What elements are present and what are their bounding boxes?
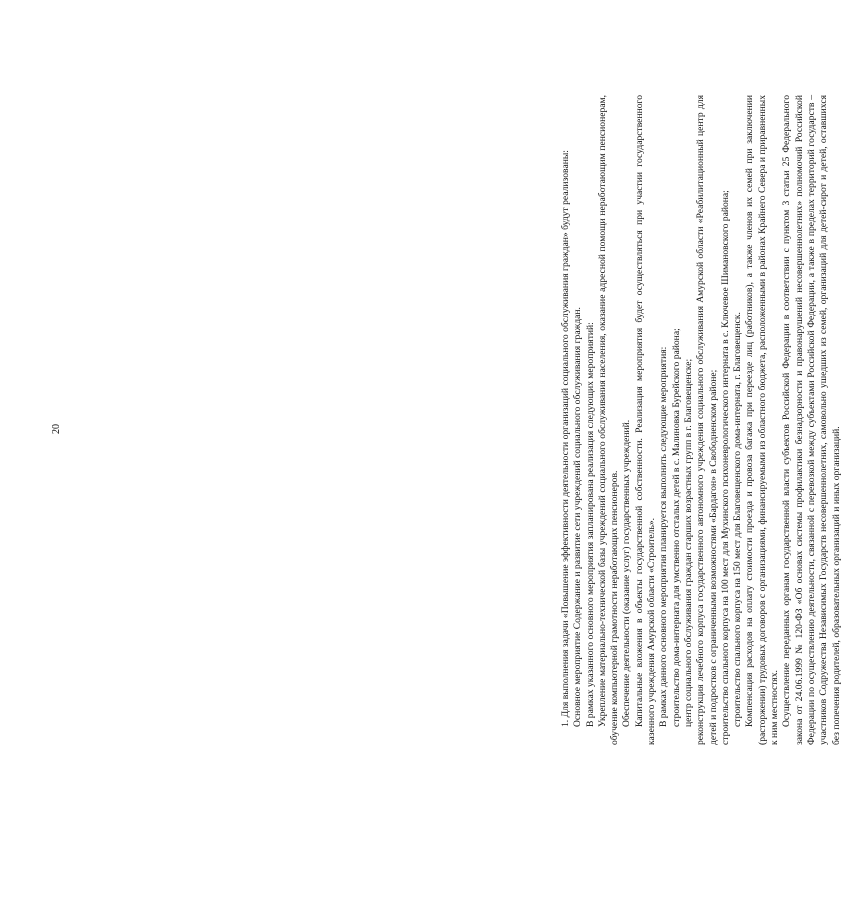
paragraph-mukhinsky: строительство спального корпуса на 100 мест для Мухинского психоневрологического интерната в с. Ключевое Шимановского района;	[719, 190, 731, 745]
paragraph-blagoveshchensk: строительство спального корпуса на 150 мест для Благовещенского дома-интерната, г. Благовещенск.	[732, 312, 744, 727]
paragraph-provision-services: Обеспечение деятельности (оказание услуг) государственных учреждений.	[621, 419, 633, 727]
paragraph-planned-activities: В рамках указанного основного мероприятия запланирована реализация следующих мероприятий:	[584, 322, 596, 727]
paragraph-capital-investments: Капитальные вложения в объекты государственной собственности. Реализация мероприятия будет осуществляться при участии государственного казенного учреждения Амурской области «Строитель».	[633, 95, 658, 745]
document-body	[560, 95, 843, 745]
paragraph-transferred-powers: Осуществление переданных органам государственной власти субъектов Российской Федерации в соответствии с пунктом 3 статьи 25 Федерального закона от 24.06.1999 № 120-ФЗ «Об основах системы профилактики безнадзорности и правонарушений несовершеннолетних» полномочий Российской Федерации по осуществлению деятельности, связанной с перевозкой между субъектами Российской Федерации, а также в пределах территорий государств – участников Содружества Независимых Государств несовершеннолетних, самовольно ушедших из семей, организаций для детей-сирот и детей, оставшихся без попечения родителей, образовательных организаций и иных организаций.	[781, 95, 842, 745]
paragraph-reconstruction: реконструкция лечебного корпуса государственного автономного учреждения социального обслуживания Амурской области «Реабилитационный центр для детей и подростков с ограниченными возможностями «Бардагон» в Свободненском районе;	[695, 95, 719, 745]
paragraph-main-activity: Основное мероприятие Содержание и развитие сети учреждений социального обслуживания граждан.	[572, 307, 584, 727]
paragraph-within-activity: В рамках данного основного мероприятия планируется выполнить следующие мероприятия:	[658, 346, 670, 727]
paragraph-malinovka: строительство дома-интерната для умственно отсталых детей в с. Малиновка Бурейского района;	[670, 328, 682, 727]
paragraph-compensation: Компенсация расходов на оплату стоимости проезда и провоза багажа при переезде лиц (работников), а также членов их семей при заключении (расторжении) трудовых договоров с организациями, финансируемыми из областного бюджета, расположенными в районах Крайнего Севера и приравненных к ним местностях.	[744, 95, 781, 745]
paragraph-social-center: центр социального обслуживания граждан старших возрастных групп в г. Благовещенске;	[682, 358, 694, 727]
paragraph-material-base: Укрепление материально-технической базы учреждений социального обслуживания населения, оказание адресной помощи неработающим пенсионерам, обучение компьютерной грамотности неработающих пенсионеров.	[596, 95, 621, 745]
page-number: 20	[51, 424, 62, 434]
paragraph-task-1: 1. Для выполнения задачи «Повышение эффективности деятельности организаций социального обслуживания граждан» будут реализованы:	[560, 150, 571, 727]
